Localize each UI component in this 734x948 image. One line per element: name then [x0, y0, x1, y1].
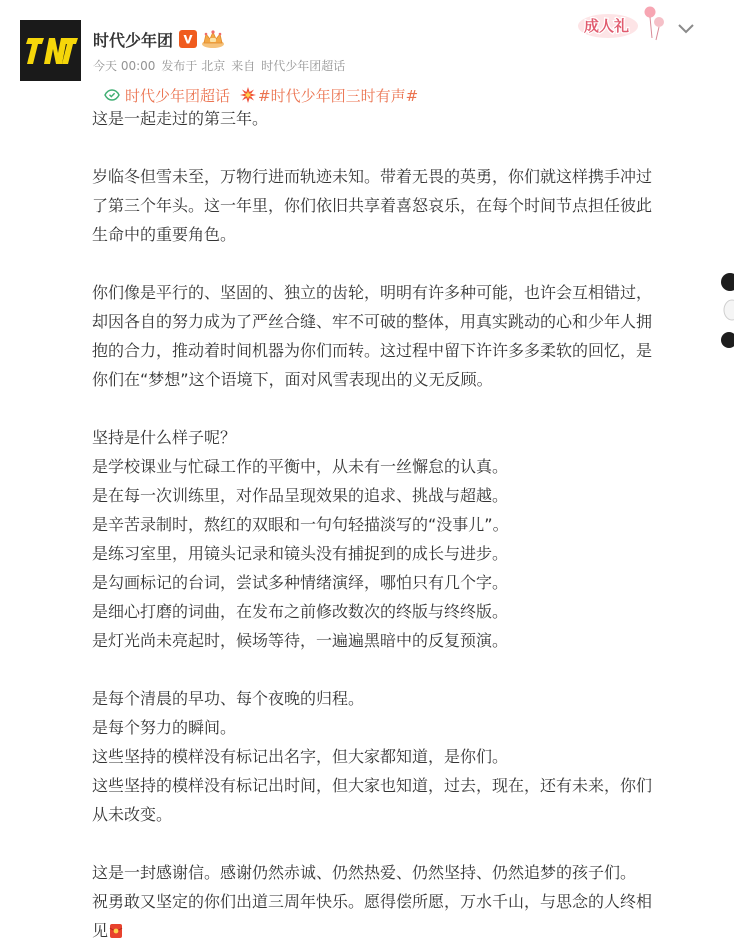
- post-text-line: [92, 626, 692, 655]
- post-text: 从未改变。: [92, 805, 173, 824]
- red-envelope-emoji-icon: [109, 919, 123, 935]
- post-text-line: [92, 742, 692, 771]
- post-body: [92, 104, 692, 945]
- post-text: 是勾画标记的台词，尝试多种情绪演绎，哪怕只有几个字。: [92, 573, 509, 592]
- post-text-line: [92, 191, 692, 220]
- post-meta: [93, 57, 345, 74]
- post-text: 是练习室里，用镜头记录和镜头没有捕捉到的成长与进步。: [92, 544, 509, 563]
- post-text: 是每个清晨的早功、每个夜晚的归程。: [92, 689, 365, 708]
- post-text-line: [92, 452, 692, 481]
- post-text-line: [92, 423, 692, 452]
- tnt-logo-icon: [20, 20, 81, 81]
- explosion-emoji-icon: [240, 87, 256, 103]
- paragraph-gap: [92, 655, 692, 684]
- post-text-line: [92, 365, 692, 394]
- post-text-line: [92, 539, 692, 568]
- post-text-line: [92, 771, 692, 800]
- post-text-line: [92, 684, 692, 713]
- post-text: 是辛苦录制时，熬红的双眼和一句句轻描淡写的“没事儿”。: [92, 515, 509, 534]
- post-text-line: [92, 597, 692, 626]
- post-text-line: [92, 510, 692, 539]
- hashtag-link[interactable]: #时代少年团三时有声#: [258, 86, 419, 105]
- post-text: 了第三个年头。这一年里，你们依旧共享着喜怒哀乐，在每个时间节点担任彼此: [92, 196, 653, 215]
- svg-text:成人礼: 成人礼: [584, 17, 630, 35]
- chevron-down-icon[interactable]: [676, 18, 696, 38]
- author-row: [93, 27, 226, 51]
- post-text: 岁临冬但雪未至，万物行进而轨迹未知。带着无畏的英勇，你们就这样携手冲过: [92, 167, 653, 186]
- source-prefix: 来自: [231, 59, 256, 73]
- side-decoration: [714, 250, 734, 360]
- paragraph-gap: [92, 394, 692, 423]
- post-text: 你们在“梦想”这个语境下，面对风雪表现出的义无反顾。: [92, 370, 493, 389]
- post-text-line: [92, 307, 692, 336]
- post-text: 这是一封感谢信。感谢仍然赤诚、仍然热爱、仍然坚持、仍然追梦的孩子们。: [92, 863, 637, 882]
- post-text: 祝勇敢又坚定的你们出道三周年快乐。愿得偿所愿，万水千山，与思念的人终相: [92, 892, 653, 911]
- post-text: 这些坚持的模样没有标记出名字，但大家都知道，是你们。: [92, 747, 509, 766]
- post-text: 是细心打磨的词曲，在发布之前修改数次的终版与终终版。: [92, 602, 509, 621]
- post-text-line: [92, 568, 692, 597]
- paragraph-gap: [92, 133, 692, 162]
- post-text: 是在每一次训练里，对作品呈现效果的追求、挑战与超越。: [92, 486, 509, 505]
- post-text: 你们像是平行的、坚固的、独立的齿轮，明明有许多种可能，也许会互相错过，: [92, 283, 653, 302]
- crown-icon[interactable]: [200, 29, 226, 49]
- post-text: 却因各自的努力成为了严丝合缝、牢不可破的整体，用真实跳动的心和少年人拥: [92, 312, 653, 331]
- post-text: 生命中的重要角色。: [92, 225, 237, 244]
- post-location: 发布于 北京: [161, 59, 226, 73]
- post-text: 是灯光尚未亮起时，候场等待，一遍遍黑暗中的反复预演。: [92, 631, 509, 650]
- paragraph-gap: [92, 249, 692, 278]
- super-topic-icon: [104, 87, 120, 103]
- post-text-line: [92, 336, 692, 365]
- post-text-line: [92, 858, 692, 887]
- post-text: 见: [92, 921, 109, 940]
- verified-v-icon[interactable]: [179, 30, 197, 48]
- post-text-line: [92, 104, 692, 133]
- post-text-line: [92, 162, 692, 191]
- post-text-line: [92, 800, 692, 829]
- post-text-line: [92, 278, 692, 307]
- post-text: 这些坚持的模样没有标记出时间，但大家也知道，过去，现在，还有未来，你们: [92, 776, 653, 795]
- post-text: 是每个努力的瞬间。: [92, 718, 237, 737]
- post-text-line: [92, 220, 692, 249]
- paragraph-gap: [92, 829, 692, 858]
- decor-badge-coming-of-age: [578, 4, 670, 44]
- super-topic-label: 时代少年团超话: [125, 86, 231, 105]
- username[interactable]: 时代少年团: [93, 30, 174, 50]
- post-text-line: [92, 916, 692, 945]
- post-text-line: [92, 481, 692, 510]
- post-text-line: [92, 713, 692, 742]
- post-time[interactable]: 今天 00:00: [93, 59, 156, 73]
- avatar[interactable]: [20, 20, 81, 81]
- post-text-line: [92, 887, 692, 916]
- post-tags: [104, 84, 418, 106]
- post-text: 坚持是什么样子呢？: [92, 428, 237, 447]
- post-text: 这是一起走过的第三年。: [92, 109, 269, 128]
- post-source[interactable]: 时代少年团超话: [261, 59, 346, 73]
- super-topic-link[interactable]: [104, 85, 230, 106]
- post-text: 是学校课业与忙碌工作的平衡中，从未有一丝懈怠的认真。: [92, 457, 509, 476]
- post-text: 抱的合力，推动着时间机器为你们而转。这过程中留下许许多多柔软的回忆，是: [92, 341, 653, 360]
